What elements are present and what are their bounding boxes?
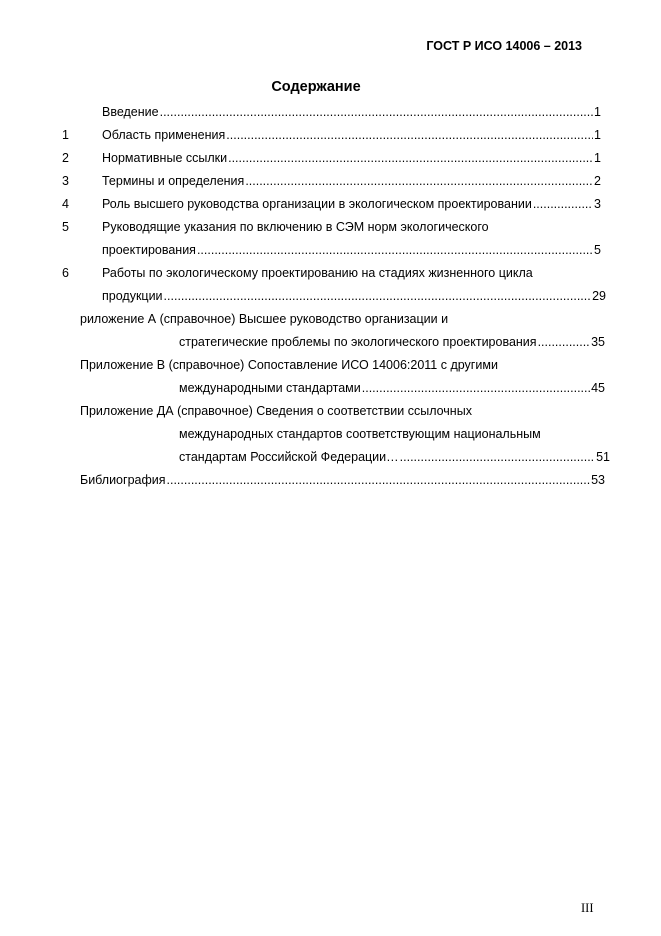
toc-entry-text: Приложение В (справочное) Сопоставление ИСО 14006:2011 с другими (80, 358, 498, 372)
dot-leader (226, 125, 593, 145)
toc-entry-annex-a-line1[interactable] (80, 309, 605, 329)
toc-entry-page: 29 (592, 289, 606, 303)
toc-entry-annex-da-line3[interactable] (179, 447, 610, 467)
toc-entry-annex-da-line1[interactable] (80, 401, 605, 421)
toc-entry-guidance-line2[interactable] (102, 240, 601, 260)
toc-entry-text: Область применения (102, 128, 226, 142)
toc-entry-text: Роль высшего руководства организации в экологическом проектировании (102, 197, 532, 211)
toc-entry-page: 5 (594, 243, 601, 257)
toc-entry-page: 1 (594, 128, 601, 142)
toc-entry-text: риложение А (справочное) Высшее руководство организации и (80, 312, 449, 326)
dot-leader (538, 332, 591, 352)
toc-entry-number: 2 (62, 151, 69, 165)
toc-entry-text: стратегические проблемы по экологического проектирования (179, 335, 537, 349)
toc-entry-text: международных стандартов соответствующим национальным (179, 427, 541, 441)
toc-entry-top-management[interactable] (102, 194, 601, 214)
toc-entry-text: стандартам Российской Федерации… (179, 450, 399, 464)
toc-entry-text: Приложение ДА (справочное) Сведения о соответствии ссылочных (80, 404, 472, 418)
toc-entry-annex-da-line2[interactable] (179, 424, 605, 444)
toc-entry-number: 3 (62, 174, 69, 188)
document-code-header: ГОСТ Р ИСО 14006 – 2013 (426, 39, 582, 53)
toc-entry-annex-b-line2[interactable] (179, 378, 605, 398)
toc-entry-number: 4 (62, 197, 69, 211)
toc-entry-page: 51 (596, 450, 610, 464)
toc-entry-number: 1 (62, 128, 69, 142)
toc-entry-activities-line2[interactable] (102, 286, 606, 306)
toc-entry-page: 53 (591, 473, 605, 487)
toc-entry-text: Библиография (80, 473, 166, 487)
dot-leader (533, 194, 593, 214)
toc-entry-number: 6 (62, 266, 69, 280)
toc-entry-text: продукции (102, 289, 163, 303)
toc-entry-normative-references[interactable] (102, 148, 601, 168)
toc-entry-page: 1 (594, 105, 601, 119)
dot-leader (197, 240, 593, 260)
toc-entry-text: международными стандартами (179, 381, 361, 395)
toc-entry-scope[interactable] (102, 125, 601, 145)
contents-title: Содержание (271, 79, 361, 95)
toc-entry-introduction[interactable] (102, 102, 601, 122)
toc-entry-text: Введение (102, 105, 159, 119)
toc-entry-number: 5 (62, 220, 69, 234)
toc-entry-page: 45 (591, 381, 605, 395)
dot-leader (245, 171, 593, 191)
toc-entry-text: Нормативные ссылки (102, 151, 228, 165)
toc-entry-text: проектирования (102, 243, 196, 257)
dot-leader (167, 470, 591, 490)
toc-entry-page: 35 (591, 335, 605, 349)
toc-entry-text: Работы по экологическому проектированию на стадиях жизненного цикла (102, 266, 533, 280)
toc-entry-text: Руководящие указания по включению в СЭМ норм экологического (102, 220, 489, 234)
dot-leader (160, 102, 593, 122)
toc-entry-activities-line1[interactable] (102, 263, 601, 283)
toc-entry-page: 2 (594, 174, 601, 188)
page-number: III (581, 901, 594, 915)
toc-entry-text: Термины и определения (102, 174, 245, 188)
toc-entry-page: 1 (594, 151, 601, 165)
toc-entry-annex-a-line2[interactable] (179, 332, 605, 352)
toc-entry-page: 3 (594, 197, 601, 211)
toc-entry-terms[interactable] (102, 171, 601, 191)
dot-leader (228, 148, 593, 168)
dot-leader (400, 447, 595, 467)
dot-leader (362, 378, 590, 398)
toc-entry-guidance-line1[interactable] (102, 217, 601, 237)
toc-entry-annex-b-line1[interactable] (80, 355, 605, 375)
toc-entry-bibliography[interactable] (80, 470, 605, 490)
dot-leader (164, 286, 592, 306)
